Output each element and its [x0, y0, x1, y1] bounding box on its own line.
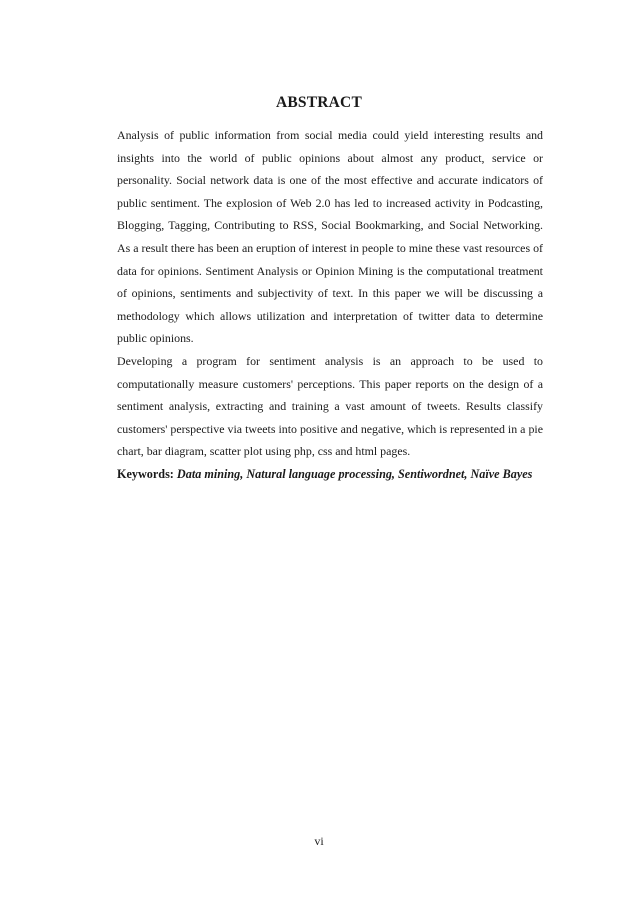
abstract-body [117, 124, 543, 486]
abstract-paragraph-1: Analysis of public information from social media could yield interesting results and insights into the world of public opinions about almost any product, service or personality. Social network data is one of the most effective and accurate indicators of public sentiment. The explosion of Web 2.0 has led to increased activity in Podcasting, Blogging, Tagging, Contributing to RSS, Social Bookmarking, and Social Networking. As a result there has been an eruption of interest in people to mine these vast resources of data for opinions. Sentiment Analysis or Opinion Mining is the computational treatment of opinions, sentiments and subjectivity of text. In this paper we will be discussing a methodology which allows utilization and interpretation of twitter data to determine public opinions. [117, 128, 543, 346]
keywords-label: Keywords: [117, 466, 174, 481]
keywords-list: Data mining, Natural language processing, Sentiwordnet, Naïve Bayes [176, 466, 533, 481]
page-number: vi [314, 834, 324, 848]
abstract-paragraph-2: Developing a program for sentiment analysis is an approach to be used to computationally measure customers' perceptions. This paper reports on the design of a sentiment analysis, extracting and training a vast amount of tweets. Results classify customers' perspective via tweets into positive and negative, which is represented in a pie chart, bar diagram, scatter plot using php, css and html pages. [117, 353, 543, 459]
keywords-line [117, 463, 543, 486]
abstract-title: ABSTRACT [275, 94, 362, 111]
